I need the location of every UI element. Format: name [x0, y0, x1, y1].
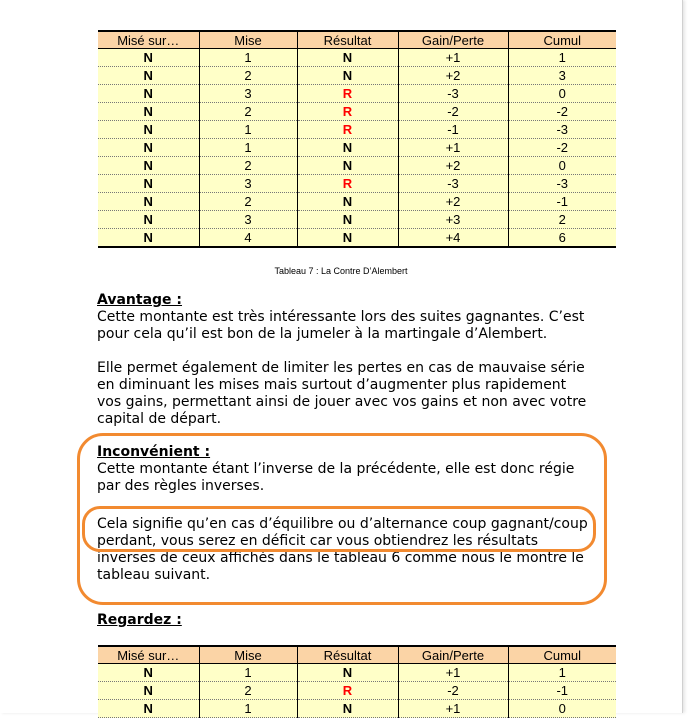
header-gain-perte: Gain/Perte — [398, 31, 508, 49]
paragraph-line: capital de départ. — [97, 411, 222, 427]
avantage-section — [97, 292, 597, 343]
avantage-line: pour cela qu’il est bon de la jumeler à la martingale d’Alembert. — [97, 326, 548, 342]
cell-mise: 2 — [199, 193, 297, 211]
table-header-row — [98, 646, 616, 664]
table-row — [98, 121, 616, 139]
cell-cumul: 1 — [508, 664, 616, 682]
cell-gain-perte: +1 — [398, 139, 508, 157]
cell-resultat: R — [297, 682, 398, 700]
cell-gain-perte: +1 — [398, 664, 508, 682]
cell-mise-sur: N — [98, 700, 199, 718]
cell-cumul: 2 — [508, 211, 616, 229]
header-mise: Mise — [199, 31, 297, 49]
cell-resultat: R — [297, 175, 398, 193]
inconvenient-line: Cette montante étant l’inverse de la précédente, elle est donc régie — [97, 461, 575, 477]
table-row — [98, 103, 616, 121]
cell-gain-perte: +2 — [398, 193, 508, 211]
header-resultat: Résultat — [297, 646, 398, 664]
cell-mise: 2 — [199, 682, 297, 700]
cell-resultat: R — [297, 85, 398, 103]
cell-gain-perte: -2 — [398, 682, 508, 700]
inconvenient-heading: Inconvénient : — [97, 444, 211, 460]
table-contre-dalembert — [98, 30, 616, 248]
paragraph-line: Elle permet également de limiter les pertes en cas de mauvaise série — [97, 360, 585, 376]
cell-resultat: N — [297, 193, 398, 211]
cell-gain-perte: +2 — [398, 67, 508, 85]
cell-mise: 2 — [199, 67, 297, 85]
cell-resultat: N — [297, 664, 398, 682]
cell-mise-sur: N — [98, 67, 199, 85]
header-gain-perte: Gain/Perte — [398, 646, 508, 664]
paragraph-limiter-pertes — [97, 360, 597, 428]
cell-gain-perte: -3 — [398, 85, 508, 103]
header-mise: Mise — [199, 646, 297, 664]
table-header-row — [98, 31, 616, 49]
table-row — [98, 175, 616, 193]
avantage-line: Cette montante est très intéressante lors des suites gagnantes. C’est — [97, 309, 585, 325]
cell-resultat: R — [297, 121, 398, 139]
cell-cumul: -2 — [508, 139, 616, 157]
header-mise-sur: Misé sur… — [98, 31, 199, 49]
table-row — [98, 67, 616, 85]
cell-mise: 1 — [199, 700, 297, 718]
header-cumul: Cumul — [508, 31, 616, 49]
cell-gain-perte: +2 — [398, 157, 508, 175]
cell-mise-sur: N — [98, 121, 199, 139]
table-row — [98, 49, 616, 67]
cell-mise-sur: N — [98, 49, 199, 67]
cell-mise: 1 — [199, 121, 297, 139]
cell-resultat: N — [297, 700, 398, 718]
cell-gain-perte: -2 — [398, 103, 508, 121]
paragraph-line: en diminuant les mises mais surtout d’augmenter plus rapidement — [97, 377, 567, 393]
cell-gain-perte: -1 — [398, 121, 508, 139]
cell-cumul: 0 — [508, 85, 616, 103]
cell-mise-sur: N — [98, 157, 199, 175]
table-example-following — [98, 645, 616, 718]
cell-cumul: 0 — [508, 700, 616, 718]
paragraph-line: vos gains, permettant ainsi de jouer avec vos gains et non avec votre — [97, 394, 587, 410]
cell-mise-sur: N — [98, 103, 199, 121]
header-cumul: Cumul — [508, 646, 616, 664]
cell-mise: 3 — [199, 211, 297, 229]
paragraph-line: inverses de ceux affichés dans le tableau 6 comme nous le montre le — [97, 550, 584, 566]
cell-gain-perte: +1 — [398, 49, 508, 67]
cell-gain-perte: +1 — [398, 700, 508, 718]
table-row — [98, 139, 616, 157]
header-resultat: Résultat — [297, 31, 398, 49]
table-row — [98, 193, 616, 211]
table-row — [98, 85, 616, 103]
cell-gain-perte: -3 — [398, 175, 508, 193]
cell-mise: 1 — [199, 139, 297, 157]
cell-mise: 2 — [199, 157, 297, 175]
highlight-oval-small — [82, 506, 596, 552]
inconvenient-line: par des règles inverses. — [97, 478, 265, 494]
table-row — [98, 664, 616, 682]
cell-mise-sur: N — [98, 229, 199, 248]
cell-resultat: R — [297, 103, 398, 121]
cell-mise: 2 — [199, 103, 297, 121]
cell-mise: 4 — [199, 229, 297, 248]
cell-resultat: N — [297, 49, 398, 67]
cell-mise-sur: N — [98, 211, 199, 229]
table-row — [98, 700, 616, 718]
cell-mise: 1 — [199, 664, 297, 682]
table-row — [98, 211, 616, 229]
cell-cumul: 6 — [508, 229, 616, 248]
cell-cumul: 0 — [508, 157, 616, 175]
cell-mise-sur: N — [98, 664, 199, 682]
cell-resultat: N — [297, 139, 398, 157]
cell-gain-perte: +4 — [398, 229, 508, 248]
cell-cumul: 3 — [508, 67, 616, 85]
cell-mise: 3 — [199, 85, 297, 103]
cell-mise-sur: N — [98, 175, 199, 193]
table-caption: Tableau 7 : La Contre D’Alembert — [274, 266, 408, 276]
cell-cumul: -1 — [508, 682, 616, 700]
table-row — [98, 229, 616, 248]
cell-mise-sur: N — [98, 682, 199, 700]
cell-resultat: N — [297, 211, 398, 229]
cell-cumul: -3 — [508, 121, 616, 139]
paragraph-line: perdant, vous serez en déficit car vous obtiendrez les résultats — [97, 533, 538, 549]
cell-gain-perte: +3 — [398, 211, 508, 229]
cell-resultat: N — [297, 229, 398, 248]
cell-resultat: N — [297, 67, 398, 85]
cell-cumul: 1 — [508, 49, 616, 67]
cell-cumul: -2 — [508, 103, 616, 121]
paragraph-line: tableau suivant. — [97, 567, 211, 583]
header-mise-sur: Misé sur… — [98, 646, 199, 664]
cell-mise-sur: N — [98, 85, 199, 103]
cell-mise-sur: N — [98, 139, 199, 157]
table-row — [98, 157, 616, 175]
table-row — [98, 682, 616, 700]
paragraph-line: Cela signifie qu’en cas d’équilibre ou d’alternance coup gagnant/coup — [97, 516, 588, 532]
regardez-heading: Regardez : — [97, 612, 182, 628]
cell-cumul: -1 — [508, 193, 616, 211]
cell-cumul: -3 — [508, 175, 616, 193]
cell-mise: 3 — [199, 175, 297, 193]
avantage-heading: Avantage : — [97, 292, 183, 308]
cell-resultat: N — [297, 157, 398, 175]
regardez-section — [97, 612, 597, 629]
cell-mise-sur: N — [98, 193, 199, 211]
cell-mise: 1 — [199, 49, 297, 67]
